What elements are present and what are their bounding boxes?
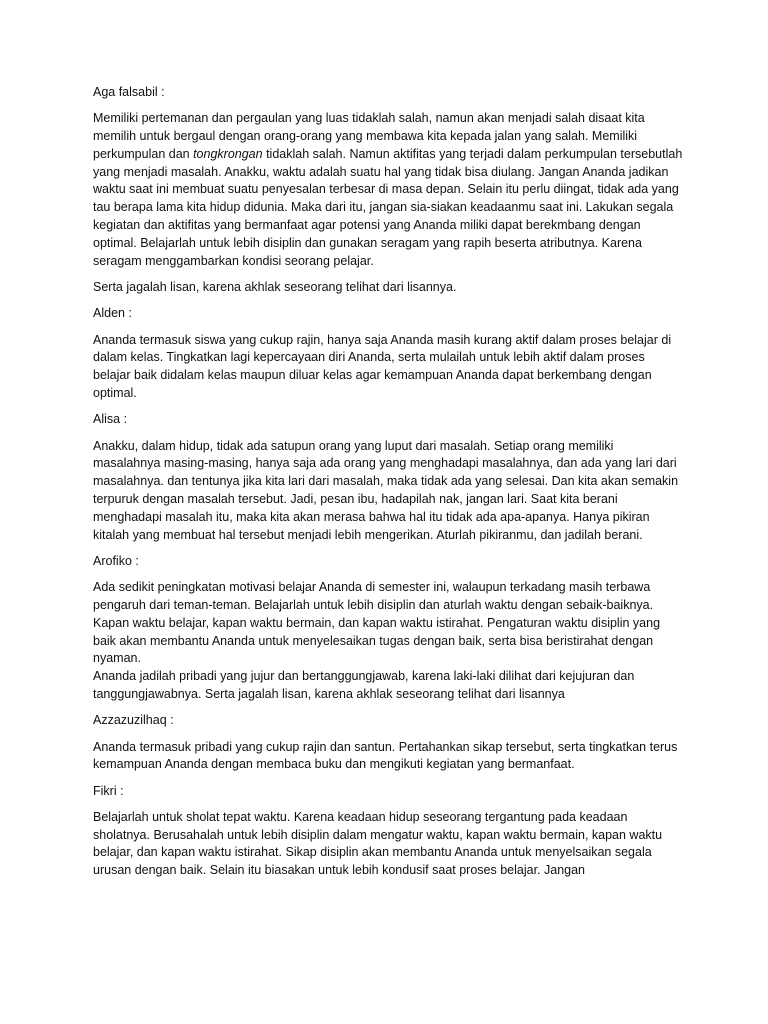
- paragraph: Belajarlah untuk sholat tepat waktu. Karena keadaan hidup seseorang tergantung pada keadaan sholatnya. Berusahalah untuk lebih disiplin dalam mengatur waktu, kapan waktu bermain, kapan waktu belajar, dan kapan waktu istirahat. Sikap disiplin akan membantu Ananda untuk menyelsaikan segala urusan dengan baik. Selain itu biasakan untuk lebih kondusif saat proses belajar. Jangan: [93, 809, 663, 878]
- student-name: Azzazuzilhaq :: [93, 713, 174, 728]
- paragraph: Serta jagalah lisan, karena akhlak seseorang telihat dari lisannya.: [93, 279, 457, 294]
- student-name: Fikri :: [93, 783, 124, 798]
- student-name: Arofiko :: [93, 553, 139, 568]
- paragraph: Ada sedikit peningkatan motivasi belajar Ananda di semester ini, walaupun terkadang masih terbawa pengaruh dari teman-teman. Belajarlah untuk lebih disiplin dan aturlah waktu dengan sebaik-baiknya. Kapan waktu belajar, kapan waktu bermain, dan kapan waktu istirahat. Pengaturan waktu disiplin yang baik akan membantu Ananda untuk menyelesaikan tugas dengan baik, serta bisa beristirahat dengan nyaman. Ananda jadilah pribadi yang jujur dan bertanggungjawab, karena laki-laki dilihat dari kejujuran dan tanggungjawabnya. Serta jagalah lisan, karena akhlak seseorang telihat dari lisannya: [93, 580, 661, 701]
- student-name: Aga falsabil :: [93, 85, 165, 99]
- paragraph: Anakku, dalam hidup, tidak ada satupun orang yang luput dari masalah. Setiap orang memiliki masalahnya masing-masing, hanya saja ada orang yang menghadapi masalahnya, dan ada yang lari dari masalahnya. dan tentunya jika kita lari dari masalah, maka tidak ada yang selesai. Dan kita akan semakin terpuruk dengan masalah tersebut. Jadi, pesan ibu, hadapilah nak, jangan lari. Saat kita berani menghadapi masalah itu, maka kita akan merasa bahwa hal itu tidak ada apa-apanya. Hanya pikiran kitalah yang membuat hal tersebut menjadi lebih mengerikan. Aturlah pikiranmu, dan jadilah berani.: [93, 438, 679, 542]
- paragraph: Memiliki pertemanan dan pergaulan yang luas tidaklah salah, namun akan menjadi salah disaat kita memilih untuk bergaul dengan orang-orang yang membawa kita kepada jalan yang salah. Memiliki perkumpulan dan tongkrongan tidaklah salah. Namun aktifitas yang terjadi dalam perkumpulan tersebutlah yang menjadi masalah. Anakku, waktu adalah suatu hal yang tidak bisa diulang. Jangan Ananda jadikan waktu saat ini membuat suatu penyesalan terbesar di masa depan. Selain itu perlu diingat, tidak ada yang tau berapa lama kita hidup didunia. Maka dari itu, jangan sia-siakan keadaanmu saat ini. Lakukan segala kegiatan dan aktifitas yang bermanfaat agar potensi yang Ananda miliki dapat berekmbang dengan optimal. Belajarlah untuk lebih disiplin dan gunakan seragam yang rapih beserta atributnya. Karena seragam menggambarkan kondisi seorang pelajar.: [93, 111, 683, 268]
- paragraph: Ananda termasuk siswa yang cukup rajin, hanya saja Ananda masih kurang aktif dalam proses belajar di dalam kelas. Tingkatkan lagi kepercayaan diri Ananda, serta mulailah untuk lebih aktif dalam proses belajar baik didalam kelas maupun diluar kelas agar kemampuan Ananda dapat berkembang dengan optimal.: [93, 332, 672, 400]
- emphasis-word: tongkrongan: [193, 146, 263, 161]
- student-name: Alisa :: [93, 412, 128, 427]
- paragraph: Ananda termasuk pribadi yang cukup rajin dan santun. Pertahankan sikap tersebut, serta tingkatkan terus kemampuan Ananda dengan membaca buku dan mengikuti kegiatan yang bermanfaat.: [93, 739, 678, 772]
- student-name: Alden :: [93, 306, 132, 321]
- document-page: [93, 84, 683, 889]
